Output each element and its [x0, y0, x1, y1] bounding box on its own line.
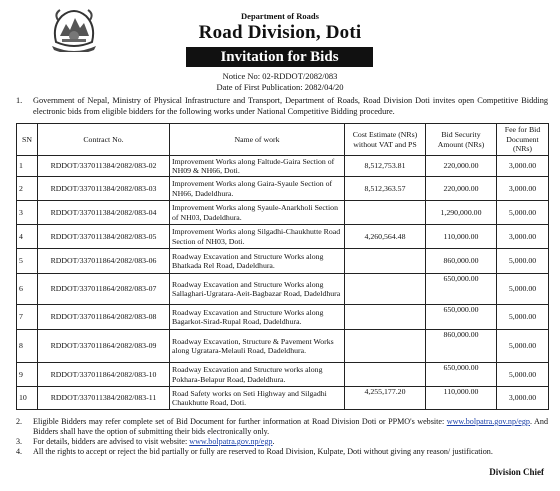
cell-contract: RDDOT/337011384/2082/083-02: [38, 156, 170, 177]
cell-cost: 8,512,363.57: [345, 177, 426, 201]
cell-security: 860,000.00: [426, 249, 497, 274]
table-row: [17, 225, 549, 249]
note-text: All the rights to accept or reject the bid partially or fully are reserved to Road Division, Kulpate, Doti without giving any reason/ justification.: [33, 447, 493, 456]
col-header-cost: Cost Estimate (NRs) without VAT and PS: [345, 124, 426, 156]
cell-fee: 5,000.00: [497, 363, 549, 387]
egp-website-link[interactable]: www.bolpatra.gov.np/egp: [189, 437, 273, 446]
cell-cost: 8,512,753.81: [345, 156, 426, 177]
table-row: [17, 156, 549, 177]
table-row: [17, 201, 549, 225]
cell-work: Road Safety works on Seti Highway and Silgadhi Chaukhutte Road, Doti.: [170, 387, 345, 410]
cell-fee: 3,000.00: [497, 387, 549, 410]
col-header-sn: SN: [17, 124, 38, 156]
cell-work: Roadway Excavation, Structure & Pavement Works along Ugratara-Melauli Road, Dadeldhura.: [170, 330, 345, 363]
col-header-fee: Fee for Bid Document (NRs): [497, 124, 549, 156]
cell-work: Roadway Excavation and Structure Works along Sallaghari-Ugratara-Aeit-Bagbazar Road, Dadeldhura: [170, 274, 345, 305]
cell-security: 220,000.00: [426, 156, 497, 177]
cell-cost: [345, 363, 426, 387]
cell-contract: RDDOT/337011384/2082/083-11: [38, 387, 170, 410]
egp-website-link[interactable]: www.bolpatra.gov.np/egp: [446, 417, 530, 426]
cell-fee: 5,000.00: [497, 249, 549, 274]
cell-contract: RDDOT/337011864/2082/083-09: [38, 330, 170, 363]
cell-cost: [345, 201, 426, 225]
cell-cost: 4,260,564.48: [345, 225, 426, 249]
cell-contract: RDDOT/337011384/2082/083-03: [38, 177, 170, 201]
table-row: [17, 305, 549, 330]
note-text: For details, bidders are advised to visit website:: [33, 437, 190, 446]
cell-sn: 2: [17, 177, 38, 201]
cell-work: Improvement Works along Faltude-Gaira Section of NH09 & NH66, Doti.: [170, 156, 345, 177]
cell-cost: [345, 274, 426, 305]
table-row: [17, 274, 549, 305]
note-number: 4.: [16, 447, 23, 456]
intro-paragraph: [16, 96, 548, 117]
notes-section: [16, 417, 548, 457]
publication-date: Date of First Publication: 2082/04/20: [216, 82, 344, 92]
cell-security: 1,290,000.00: [426, 201, 497, 225]
cell-contract: RDDOT/337011384/2082/083-04: [38, 201, 170, 225]
table-row: [17, 363, 549, 387]
intro-number: 1.: [16, 96, 23, 105]
notice-number: Notice No: 02-RDDOT/2082/083: [222, 71, 338, 81]
cell-fee: 3,000.00: [497, 156, 549, 177]
cell-sn: 5: [17, 249, 38, 274]
table-row: [17, 249, 549, 274]
cell-work: Roadway Excavation and Structure Works along Bhatkada Rel Road, Dadeldhura.: [170, 249, 345, 274]
cell-sn: 8: [17, 330, 38, 363]
col-header-work: Name of work: [170, 124, 345, 156]
cell-work: Improvement Works along Syaule-Anarkholi Section of NH03, Dadeldhura.: [170, 201, 345, 225]
cell-work: Improvement Works along Gaira-Syaule Section of NH66, Dadeldhura.: [170, 177, 345, 201]
cell-fee: 5,000.00: [497, 305, 549, 330]
cell-contract: RDDOT/337011864/2082/083-07: [38, 274, 170, 305]
table-header-row: [17, 124, 549, 156]
cell-sn: 1: [17, 156, 38, 177]
cell-contract: RDDOT/337011864/2082/083-06: [38, 249, 170, 274]
intro-text: Government of Nepal, Ministry of Physical Infrastructure and Transport, Department of Roads, Road Division Doti invites open Competitive Bidding electronic bids from eligible bidders for the following works under National Competitive Bidding procedure.: [33, 96, 548, 116]
cell-contract: RDDOT/337011864/2082/083-10: [38, 363, 170, 387]
table-row: [17, 177, 549, 201]
bids-table: [16, 123, 549, 410]
cell-sn: 7: [17, 305, 38, 330]
note-item: [16, 417, 548, 437]
cell-cost: [345, 305, 426, 330]
cell-work: Roadway Excavation and Structure works along Pokhara-Belapur Road, Dadeldhura.: [170, 363, 345, 387]
cell-fee: 5,000.00: [497, 330, 549, 363]
cell-sn: 9: [17, 363, 38, 387]
notice-info: [0, 71, 560, 93]
cell-cost: 4,255,177.20: [345, 387, 426, 410]
cell-sn: 10: [17, 387, 38, 410]
cell-cost: [345, 330, 426, 363]
note-number: 3.: [16, 437, 23, 446]
note-text: Eligible Bidders may refer complete set of Bid Document for further information at Road Division Doti or PPMO's website:: [33, 417, 447, 426]
cell-security: 110,000.00: [426, 387, 497, 410]
col-header-contract: Contract No.: [38, 124, 170, 156]
note-item: [16, 437, 548, 447]
note-text: . And Bidders shall have the option of submitting their bids electronically only.: [33, 417, 548, 436]
cell-security: 860,000.00: [426, 330, 497, 363]
cell-security: 110,000.00: [426, 225, 497, 249]
cell-sn: 4: [17, 225, 38, 249]
note-item: [16, 447, 548, 457]
table-row: [17, 387, 549, 410]
cell-contract: RDDOT/337011384/2082/083-05: [38, 225, 170, 249]
department-name: Department of Roads: [241, 11, 319, 21]
cell-sn: 3: [17, 201, 38, 225]
table-row: [17, 330, 549, 363]
note-number: 2.: [16, 417, 23, 426]
office-title: Road Division, Doti: [198, 22, 362, 43]
cell-fee: 5,000.00: [497, 201, 549, 225]
cell-security: 650,000.00: [426, 363, 497, 387]
cell-security: 220,000.00: [426, 177, 497, 201]
cell-cost: [345, 249, 426, 274]
cell-contract: RDDOT/337011864/2082/083-08: [38, 305, 170, 330]
note-text: .: [272, 437, 275, 446]
cell-work: Roadway Excavation and Structure Works along Bagarkot-Sirad-Rupal Road, Dadeldhura.: [170, 305, 345, 330]
cell-work: Improvement Works along Silgadhi-Chaukhutte Road Section of NH03, Doti.: [170, 225, 345, 249]
cell-fee: 3,000.00: [497, 177, 549, 201]
signoff-title: Division Chief: [489, 467, 544, 477]
cell-security: 650,000.00: [426, 305, 497, 330]
notice-banner: Invitation for Bids: [186, 47, 373, 67]
col-header-security: Bid Security Amount (NRs): [426, 124, 497, 156]
cell-fee: 5,000.00: [497, 274, 549, 305]
cell-security: 650,000.00: [426, 274, 497, 305]
cell-fee: 3,000.00: [497, 225, 549, 249]
cell-sn: 6: [17, 274, 38, 305]
